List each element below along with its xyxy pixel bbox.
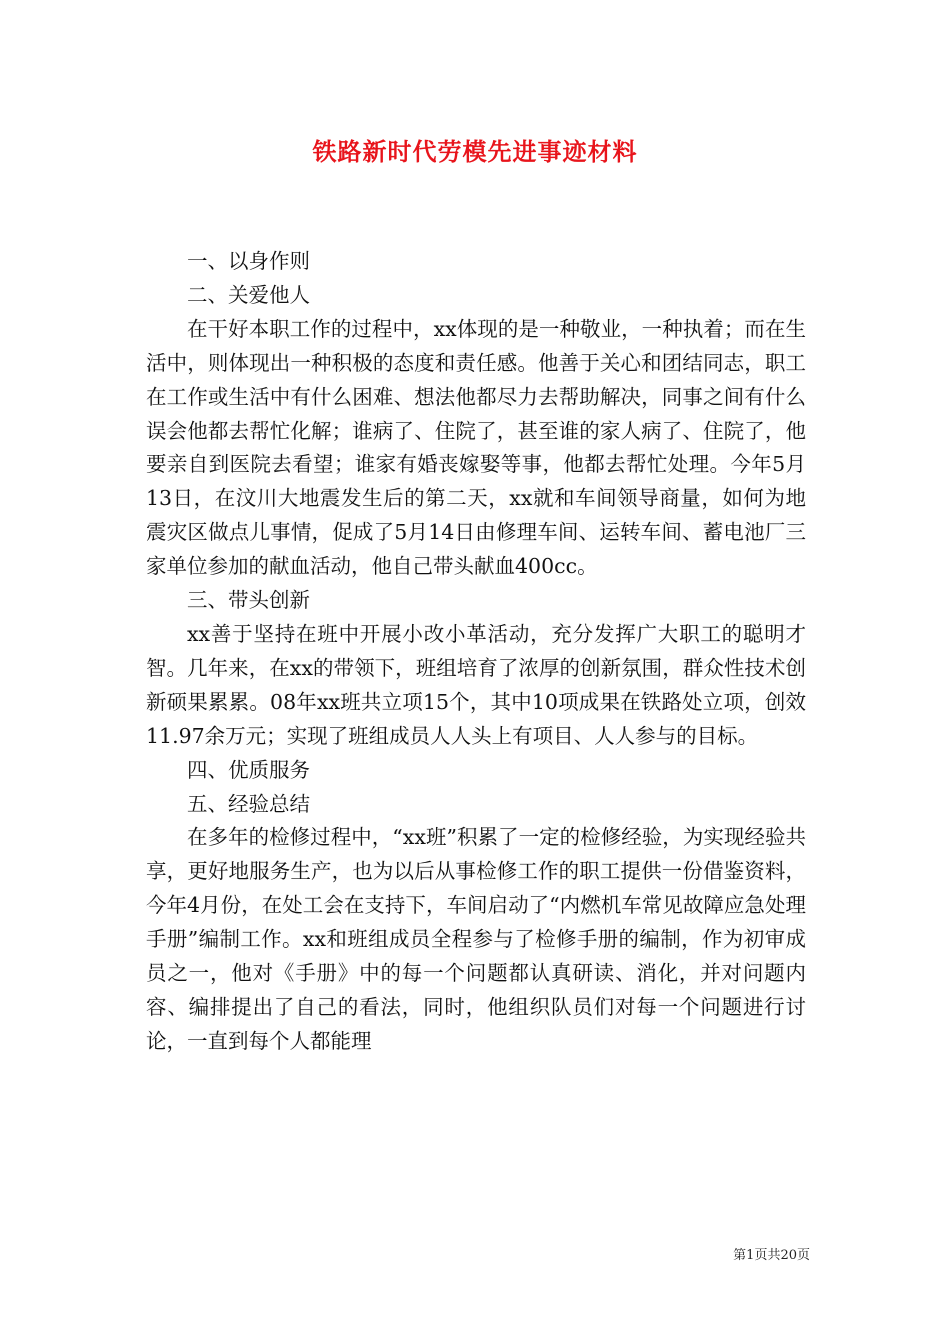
document-body — [146, 245, 806, 1059]
section-heading-2: 二、关爱他人 — [187, 282, 310, 307]
body-paragraph-2: xx善于坚持在班中开展小改小革活动，充分发挥广大职工的聪明才智。几年来，在xx的带领下，班组培育了浓厚的创新氛围，群众性技术创新硕果累累。08年xx班共立项15个，其中10项成果在铁路处立项，创效11.97余万元；实现了班组成员人人头上有项目、人人参与的目标。 — [146, 621, 806, 748]
section-heading-5: 五、经验总结 — [187, 791, 310, 816]
page-title: 铁路新时代劳模先进事迹材料 — [312, 137, 638, 166]
section-heading-1: 一、以身作则 — [187, 249, 310, 273]
body-paragraph-1: 在干好本职工作的过程中，xx体现的是一种敬业，一种执着；而在生活中，则体现出一种积极的态度和责任感。他善于关心和团结同志，职工在工作或生活中有什么困难、想法他都尽力去帮助解决，同事之间有什么误会他都去帮忙化解；谁病了、住院了，甚至谁的家人病了、住院了，他要亲自到医院去看望；谁家有婚丧嫁娶等事，他都去帮忙处理。今年5月13日，在汶川大地震发生后的第二天，xx就和车间领导商量，如何为地震灾区做点儿事情，促成了5月14日由修理车间、运转车间、蓄电池厂三家单位参加的献血活动，他自己带头献血400cc。 — [146, 316, 806, 579]
page-number: 第1页共20页 — [733, 1248, 810, 1263]
body-paragraph-3: 在多年的检修过程中，“xx班”积累了一定的检修经验，为实现经验共享，更好地服务生产，也为以后从事检修工作的职工提供一份借鉴资料，今年4月份，在处工会在支持下，车间启动了“内燃机车常见故障应急处理手册”编制工作。xx和班组成员全程参与了检修手册的编制，作为初审成员之一，他对《手册》中的每一个问题都认真研读、消化，并对问题内容、编排提出了自己的看法，同时，他组织队员们对每一个问题进行讨论，一直到每个人都能理 — [146, 825, 806, 1053]
section-heading-3: 三、带头创新 — [187, 588, 310, 613]
section-heading-4: 四、优质服务 — [187, 757, 310, 782]
